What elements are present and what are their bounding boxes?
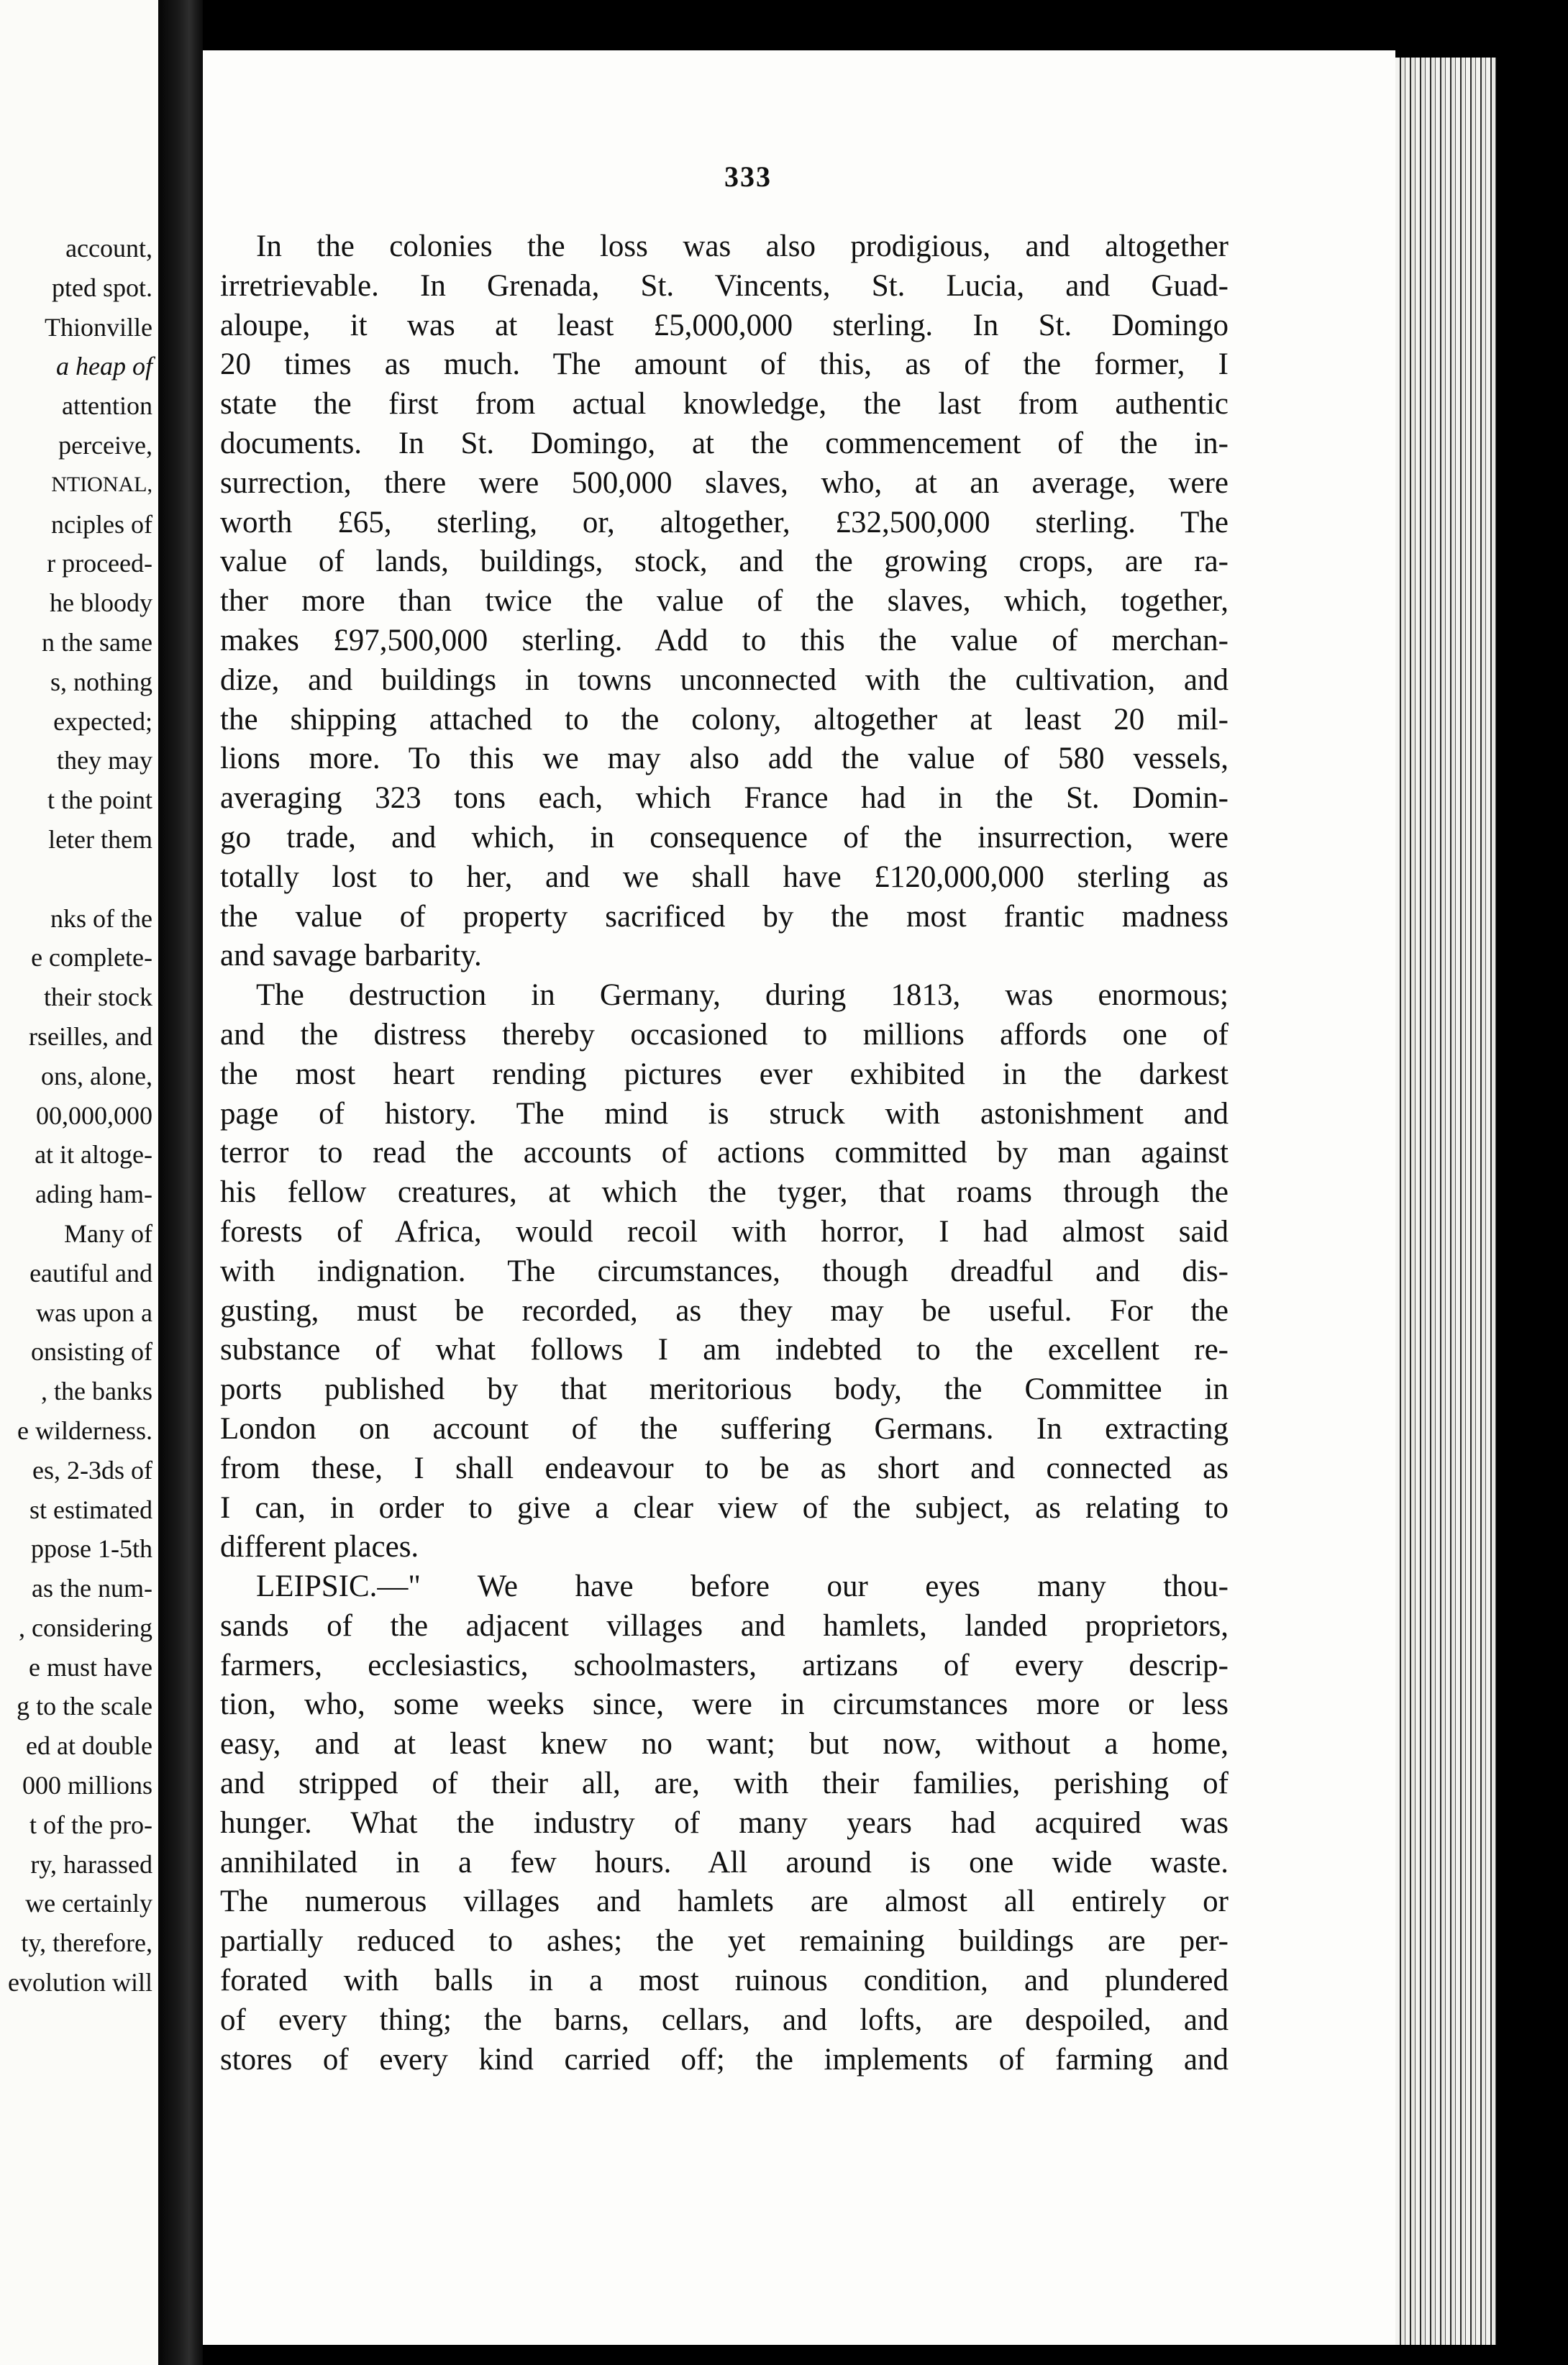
facing-line: ons, alone, [41, 1061, 152, 1090]
facing-line: was upon a [36, 1298, 152, 1327]
facing-line: rseilles, and [29, 1021, 152, 1051]
text-line: ther more than twice the value of the slaves, which, together, [220, 584, 1229, 619]
facing-line: attention [62, 391, 152, 421]
text-line: the value of property sacrificed by the most frantic madness [220, 899, 1229, 934]
facing-line: evolution will [8, 1968, 152, 1997]
facing-line: ty, therefore, [21, 1928, 152, 1958]
facing-line: perceive, [58, 430, 152, 460]
facing-line: , considering [19, 1613, 152, 1642]
text-line: gusting, must be recorded, as they may be useful. For the [220, 1293, 1229, 1328]
text-line: his fellow creatures, at which the tyger, that roams through the [220, 1175, 1229, 1210]
facing-line: eautiful and [29, 1258, 152, 1288]
facing-line: ppose 1-5th [31, 1534, 152, 1564]
facing-line: st estimated [29, 1495, 152, 1524]
text-line: with indignation. The circumstances, though dreadful and dis- [220, 1254, 1229, 1288]
text-line: totally lost to her, and we shall have £120,000,000 sterling as [220, 860, 1229, 894]
text-line: 20 times as much. The amount of this, as of the former, I [220, 347, 1229, 382]
facing-line: nciples of [51, 509, 152, 539]
facing-line: leter them [48, 824, 152, 854]
facing-line: as the num- [32, 1574, 152, 1603]
text-line: annihilated in a few hours. All around is one wide waste. [220, 1845, 1229, 1879]
facing-page-fragment [0, 0, 158, 2365]
scan-border [1496, 58, 1568, 2345]
text-line: partially reduced to ashes; the yet remaining buildings are per- [220, 1924, 1229, 1959]
facing-line: e must have [29, 1652, 152, 1682]
text-line: and the distress thereby occasioned to millions affords one of [220, 1017, 1229, 1052]
facing-line: pted spot. [52, 273, 152, 302]
text-line: makes £97,500,000 sterling. Add to this the value of merchan- [220, 623, 1229, 657]
facing-line: ed at double [26, 1731, 152, 1761]
text-line: averaging 323 tons each, which France had in the St. Domin- [220, 781, 1229, 816]
facing-line: ry, harassed [30, 1849, 152, 1879]
text-line: irretrievable. In Grenada, St. Vincents, St. Lucia, and Guad- [220, 268, 1229, 303]
text-line: farmers, ecclesiastics, schoolmasters, artizans of every descrip- [220, 1648, 1229, 1682]
text-line: stores of every kind carried off; the implements of farming and [220, 2042, 1229, 2077]
text-line: ports published by that meritorious body, the Committee in [220, 1372, 1229, 1407]
facing-line: nks of the [50, 903, 152, 933]
facing-line: es, 2-3ds of [32, 1455, 152, 1485]
facing-line: Many of [64, 1218, 152, 1248]
text-line: aloupe, it was at least £5,000,000 sterling. In St. Domingo [220, 308, 1229, 342]
section-heading-line: LEIPSIC.—" We have before our eyes many thou- [256, 1569, 1229, 1604]
facing-line: r proceed- [47, 549, 152, 578]
facing-line: , the banks [41, 1377, 152, 1406]
text-line: surrection, there were 500,000 slaves, who, at an average, were [220, 465, 1229, 500]
text-line: lions more. To this we may also add the value of 580 vessels, [220, 742, 1229, 776]
text-line: terror to read the accounts of actions committed by man against [220, 1136, 1229, 1170]
text-line: the most heart rending pictures ever exhibited in the darkest [220, 1057, 1229, 1091]
facing-line: e complete- [31, 943, 152, 972]
facing-line: t of the pro- [29, 1810, 152, 1839]
text-line: easy, and at least knew no want; but now, without a home, [220, 1727, 1229, 1762]
text-line: go trade, and which, in consequence of the insurrection, were [220, 820, 1229, 855]
text-line: worth £65, sterling, or, altogether, £32,500,000 sterling. The [220, 505, 1229, 539]
facing-line: Thionville [45, 312, 152, 342]
text-line: documents. In St. Domingo, at the commencement of the in- [220, 426, 1229, 460]
facing-line: their stock [44, 983, 152, 1012]
text-line: The numerous villages and hamlets are almost all entirely or [220, 1885, 1229, 1919]
text-line: the shipping attached to the colony, altogether at least 20 mil- [220, 702, 1229, 737]
facing-line: ading ham- [35, 1180, 152, 1209]
facing-line: g to the scale [17, 1692, 152, 1721]
text-line: The destruction in Germany, during 1813, was enormous; [256, 978, 1229, 1013]
text-line: of every thing; the barns, cellars, and lofts, are despoiled, and [220, 2002, 1229, 2037]
facing-line: e wilderness. [17, 1416, 152, 1445]
text-line: substance of what follows I am indebted to the excellent re- [220, 1333, 1229, 1367]
text-line: In the colonies the loss was also prodigious, and altogether [256, 229, 1229, 263]
text-line: and stripped of their all, are, with their families, perishing of [220, 1767, 1229, 1801]
text-line: and savage barbarity. [220, 939, 482, 973]
facing-line: he bloody [50, 588, 152, 618]
page-body-text [220, 227, 1229, 2079]
page-number: 333 [724, 160, 772, 193]
text-line: hunger. What the industry of many years had acquired was [220, 1805, 1229, 1840]
facing-line: a heap of [56, 352, 152, 381]
text-line: value of lands, buildings, stock, and the growing crops, are ra- [220, 544, 1229, 579]
text-line: forests of Africa, would recoil with horror, I had almost said [220, 1214, 1229, 1249]
text-line: sands of the adjacent villages and hamlets, landed proprietors, [220, 1608, 1229, 1643]
facing-line: s, nothing [50, 667, 152, 696]
text-line: I can, in order to give a clear view of the subject, as relating to [220, 1490, 1229, 1525]
facing-line: they may [57, 746, 152, 775]
facing-line [0, 860, 152, 899]
facing-line: 000 millions [22, 1771, 152, 1800]
facing-line: 00,000,000 [36, 1101, 152, 1130]
facing-line: at it altoge- [35, 1140, 152, 1170]
book-gutter [158, 0, 203, 2365]
page-edges [1395, 58, 1496, 2345]
facing-line: expected; [53, 706, 152, 736]
facing-line: NTIONAL, [51, 472, 152, 496]
facing-line: t the point [47, 785, 152, 815]
text-line: forated with balls in a most ruinous condition, and plundered [220, 1964, 1229, 1998]
text-line: tion, who, some weeks since, were in circumstances more or less [220, 1687, 1229, 1722]
facing-page-text [0, 229, 152, 2002]
facing-line: account, [65, 234, 152, 263]
text-line: London on account of the suffering Germans. In extracting [220, 1411, 1229, 1446]
text-line: state the first from actual knowledge, the last from authentic [220, 387, 1229, 421]
facing-line: onsisting of [30, 1337, 152, 1367]
facing-line: we certainly [25, 1889, 152, 1918]
text-line: page of history. The mind is struck with astonishment and [220, 1096, 1229, 1131]
text-line: from these, I shall endeavour to be as short and connected as [220, 1451, 1229, 1485]
text-line: dize, and buildings in towns unconnected with the cultivation, and [220, 662, 1229, 697]
text-line: different places. [220, 1530, 419, 1564]
facing-line: n the same [42, 627, 152, 657]
